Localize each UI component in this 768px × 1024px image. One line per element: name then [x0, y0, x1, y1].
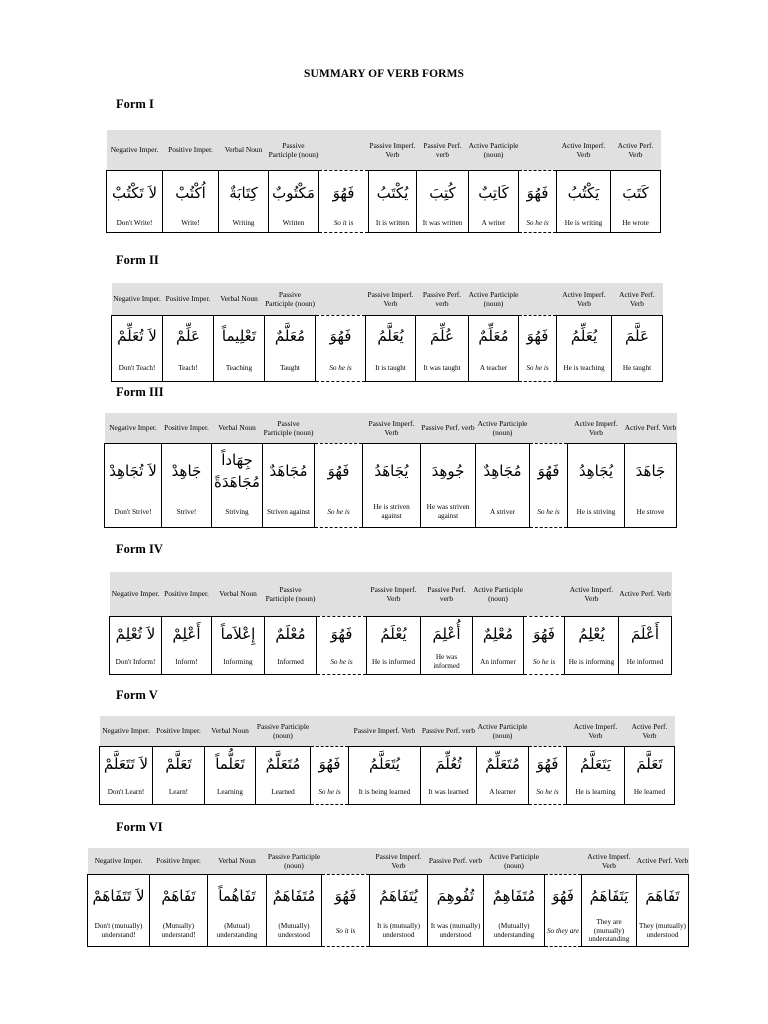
translation-cell: He was informed [421, 650, 473, 674]
arabic-verb-cell: كَتَبَ [611, 170, 661, 214]
translation-cell: So he is [311, 780, 349, 804]
column-header: Passive Participle (noun) [263, 413, 315, 443]
translation-cell: He is informing [565, 650, 619, 674]
ar-row [105, 443, 677, 497]
translation-cell: It was (mutually) understood [428, 916, 484, 946]
translation-cell: Don't Learn! [100, 780, 153, 804]
translation-cell: So he is [519, 214, 557, 232]
form-heading: Form I [116, 97, 154, 111]
column-header: Passive Perf. verb [421, 572, 473, 616]
arabic-verb-cell: يَتَفَاهَمُ [582, 874, 637, 916]
ar-row [88, 874, 689, 916]
translation-cell: A writer [469, 214, 519, 232]
translation-cell: It was taught [416, 355, 469, 381]
translation-cell: So he is [529, 780, 567, 804]
column-header: Passive Perf. verb [421, 413, 476, 443]
hdr-row [105, 413, 677, 443]
translation-cell: Teaching [214, 355, 265, 381]
column-header: Active Participle (noun) [477, 716, 529, 746]
verb-form-table [111, 283, 663, 382]
form-heading: Form II [116, 253, 159, 267]
column-header [317, 572, 367, 616]
arabic-verb-cell: كُتِبَ [417, 170, 469, 214]
arabic-verb-cell: مُعْلَمٌ [265, 616, 317, 650]
translation-cell: He is informed [367, 650, 421, 674]
arabic-verb-cell: تُعُلِّمَ [421, 746, 477, 780]
arabic-verb-cell: مُعَلَّمٌ [265, 315, 316, 355]
ar-row [110, 616, 672, 650]
arabic-verb-cell: يَكْتُبُ [557, 170, 611, 214]
arabic-verb-cell: مَكْتُوبٌ [269, 170, 319, 214]
translation-cell: He is striving [568, 497, 625, 527]
column-header: Active Participle (noun) [473, 572, 524, 616]
column-header: Active Perf. Verb [619, 572, 672, 616]
translation-cell: An informer [473, 650, 524, 674]
arabic-verb-cell: فَهُوَ [545, 874, 582, 916]
arabic-verb-cell: يُتَفَاهَمُ [370, 874, 428, 916]
arabic-verb-cell: فَهُوَ [315, 443, 363, 497]
arabic-verb-cell: مُعْلِمٌ [473, 616, 524, 650]
column-header: Passive Imperf. Verb [366, 283, 416, 315]
column-header: Active Perf. Verb [625, 716, 675, 746]
translation-cell: It is being learned [349, 780, 421, 804]
translation-cell: Inform! [162, 650, 212, 674]
arabic-verb-cell: يُعْلِمُ [565, 616, 619, 650]
arabic-verb-cell: تَفَاهُماً [208, 874, 267, 916]
hdr-row [100, 716, 675, 746]
translation-cell: Learning [205, 780, 256, 804]
column-header: Verbal Noun [212, 413, 263, 443]
column-header: Passive Participle (noun) [265, 283, 316, 315]
translation-cell: Learn! [153, 780, 205, 804]
translation-cell: He is teaching [557, 355, 612, 381]
arabic-verb-cell: عَلَّمَ [612, 315, 663, 355]
translation-cell: He is striven against [363, 497, 421, 527]
ar-row [100, 746, 675, 780]
translation-cell: Don't (mutually) understand! [88, 916, 150, 946]
column-header: Negative Imper. [100, 716, 153, 746]
column-header: Active Imperf. Verb [557, 130, 611, 170]
arabic-verb-cell: تُفُوهِمَ [428, 874, 484, 916]
verb-form-table [109, 572, 672, 675]
arabic-verb-cell: إِعْلاَماً [212, 616, 265, 650]
column-header [319, 130, 369, 170]
translation-cell: It is (mutually) understood [370, 916, 428, 946]
translation-cell: (Mutually) understanding [484, 916, 545, 946]
arabic-verb-cell: مُتَعَلِّمٌ [477, 746, 529, 780]
translation-cell: So it is [319, 214, 369, 232]
translation-cell: A striver [476, 497, 530, 527]
form-heading: Form VI [116, 820, 163, 834]
column-header: Passive Perf. verb [421, 716, 477, 746]
arabic-verb-cell: كَاتِبٌ [469, 170, 519, 214]
column-header: Active Participle (noun) [469, 283, 519, 315]
column-header: Active Imperf. Verb [567, 716, 625, 746]
column-header: Active Participle (noun) [469, 130, 519, 170]
form-heading: Form III [116, 385, 164, 399]
verb-form-table [104, 413, 677, 528]
translation-cell: (Mutually) understand! [150, 916, 208, 946]
arabic-verb-cell: فَهُوَ [322, 874, 370, 916]
column-header: Passive Perf. verb [416, 283, 469, 315]
arabic-verb-cell: أُعْلِمَ [421, 616, 473, 650]
column-header [322, 848, 370, 874]
arabic-verb-cell: جُوهِدَ [421, 443, 476, 497]
column-header: Active Imperf. Verb [565, 572, 619, 616]
document-title: SUMMARY OF VERB FORMS [303, 68, 465, 80]
column-header: Passive Participle (noun) [269, 130, 319, 170]
column-header: Negative Imper. [110, 572, 162, 616]
verb-form-table [106, 130, 661, 233]
translation-cell: He informed [619, 650, 672, 674]
translation-cell: So he is [316, 355, 366, 381]
arabic-verb-cell: فَهُوَ [529, 746, 567, 780]
translation-cell: He strove [625, 497, 677, 527]
arabic-verb-cell: لاَ تَكْتُبْ [107, 170, 163, 214]
arabic-verb-cell: أَعْلِمْ [162, 616, 212, 650]
translation-cell: Written [269, 214, 319, 232]
arabic-verb-cell: لاَ تُجَاهِدْ [105, 443, 162, 497]
column-header: Verbal Noun [214, 283, 265, 315]
form-heading: Form IV [116, 542, 163, 556]
hdr-row [110, 572, 672, 616]
column-header [545, 848, 582, 874]
column-header: Positive Imper. [162, 413, 212, 443]
arabic-verb-cell: فَهُوَ [519, 170, 557, 214]
arabic-verb-cell: جَاهَدَ [625, 443, 677, 497]
ar-row [107, 170, 661, 214]
arabic-verb-cell: يُعَلِّمُ [557, 315, 612, 355]
translation-cell: So he is [524, 650, 565, 674]
column-header: Negative Imper. [107, 130, 163, 170]
en-row [88, 916, 689, 946]
column-header: Positive Imper. [162, 572, 212, 616]
translation-cell: He learned [625, 780, 675, 804]
arabic-verb-cell: جَاهِدْ [162, 443, 212, 497]
arabic-verb-cell: مُتَعَلَّمٌ [256, 746, 311, 780]
translation-cell: Striving [212, 497, 263, 527]
column-header: Passive Imperf. Verb [349, 716, 421, 746]
translation-cell: So he is [519, 355, 557, 381]
arabic-verb-cell: مُجَاهَدٌ [263, 443, 315, 497]
arabic-verb-cell: فَهُوَ [317, 616, 367, 650]
column-header: Negative Imper. [105, 413, 162, 443]
column-header: Active Imperf. Verb [557, 283, 612, 315]
column-header: Active Perf. Verb [625, 413, 677, 443]
translation-cell: Strive! [162, 497, 212, 527]
column-header: Active Participle (noun) [484, 848, 545, 874]
arabic-verb-cell: فَهُوَ [316, 315, 366, 355]
column-header: Passive Imperf. Verb [367, 572, 421, 616]
column-header [315, 413, 363, 443]
arabic-verb-cell: تَعَلُّماً [205, 746, 256, 780]
column-header: Passive Imperf. Verb [363, 413, 421, 443]
column-header: Active Perf. Verb [612, 283, 663, 315]
arabic-verb-cell: كِتَابَةٌ [219, 170, 269, 214]
column-header: Verbal Noun [205, 716, 256, 746]
translation-cell: He was striven against [421, 497, 476, 527]
translation-cell: (Mutual) understanding [208, 916, 267, 946]
column-header: Positive Imper. [153, 716, 205, 746]
translation-cell: Don't Inform! [110, 650, 162, 674]
column-header [530, 413, 568, 443]
arabic-verb-cell: مُتَفَاهَمٌ [267, 874, 322, 916]
translation-cell: Writing [219, 214, 269, 232]
translation-cell: (Mutually) understood [267, 916, 322, 946]
translation-cell: Teach! [163, 355, 214, 381]
arabic-verb-cell: يُتَعَلَّمُ [349, 746, 421, 780]
translation-cell: He taught [612, 355, 663, 381]
column-header: Passive Imperf. Verb [370, 848, 428, 874]
column-header: Active Perf. Verb [637, 848, 689, 874]
arabic-verb-cell: يَتَعَلَّمُ [567, 746, 625, 780]
verb-form-table [99, 716, 675, 805]
arabic-verb-cell: لاَ تُعَلِّمْ [112, 315, 163, 355]
column-header: Positive Imper. [163, 130, 219, 170]
translation-cell: A teacher [469, 355, 519, 381]
en-row [107, 214, 661, 232]
arabic-verb-cell: يُعَلَّمُ [366, 315, 416, 355]
arabic-verb-cell: تَعْلِيماً [214, 315, 265, 355]
arabic-verb-cell: يُجَاهَدُ [363, 443, 421, 497]
arabic-verb-cell: فَهُوَ [530, 443, 568, 497]
translation-cell: Striven against [263, 497, 315, 527]
translation-cell: A learner [477, 780, 529, 804]
hdr-row [107, 130, 661, 170]
arabic-verb-cell: تَعَلَّمْ [153, 746, 205, 780]
arabic-verb-cell: فَهُوَ [311, 746, 349, 780]
column-header [316, 283, 366, 315]
arabic-verb-cell: مُعَلِّمٌ [469, 315, 519, 355]
verb-form-table [87, 848, 689, 947]
arabic-verb-cell: فَهُوَ [524, 616, 565, 650]
arabic-verb-cell: جِهَاداً مُجَاهَدَةً [212, 443, 263, 497]
column-header [519, 283, 557, 315]
en-row [100, 780, 675, 804]
arabic-verb-cell: عُلِّمَ [416, 315, 469, 355]
column-header: Passive Perf. verb [417, 130, 469, 170]
translation-cell: He is learning [567, 780, 625, 804]
translation-cell: Don't Write! [107, 214, 163, 232]
translation-cell: Informed [265, 650, 317, 674]
arabic-verb-cell: يُجَاهِدُ [568, 443, 625, 497]
column-header: Verbal Noun [219, 130, 269, 170]
column-header: Passive Participle (noun) [265, 572, 317, 616]
arabic-verb-cell: مُجَاهِدٌ [476, 443, 530, 497]
translation-cell: They (mutually) understood [637, 916, 689, 946]
hdr-row [88, 848, 689, 874]
column-header [529, 716, 567, 746]
translation-cell: It was learned [421, 780, 477, 804]
ar-row [112, 315, 663, 355]
translation-cell: It is taught [366, 355, 416, 381]
translation-cell: So he is [530, 497, 568, 527]
arabic-verb-cell: تَفَاهَمْ [150, 874, 208, 916]
column-header [519, 130, 557, 170]
column-header: Active Imperf. Verb [582, 848, 637, 874]
arabic-verb-cell: أَعْلَمَ [619, 616, 672, 650]
arabic-verb-cell: يُكْتَبُ [369, 170, 417, 214]
arabic-verb-cell: لاَ تَتَفَاهَمْ [88, 874, 150, 916]
translation-cell: They are (mutually) understanding [582, 916, 637, 946]
translation-cell: So they are [545, 916, 582, 946]
translation-cell: Taught [265, 355, 316, 381]
en-row [105, 497, 677, 527]
arabic-verb-cell: لاَ تَتَعَلَّمْ [100, 746, 153, 780]
arabic-verb-cell: اُكْتُبْ [163, 170, 219, 214]
translation-cell: Don't Teach! [112, 355, 163, 381]
en-row [110, 650, 672, 674]
arabic-verb-cell: لاَ تُعْلِمْ [110, 616, 162, 650]
arabic-verb-cell: تَعَلَّمَ [625, 746, 675, 780]
column-header: Active Imperf. Verb [568, 413, 625, 443]
translation-cell: Informing [212, 650, 265, 674]
hdr-row [112, 283, 663, 315]
column-header: Passive Participle (noun) [267, 848, 322, 874]
arabic-verb-cell: مُتَفَاهِمٌ [484, 874, 545, 916]
translation-cell: He is writing [557, 214, 611, 232]
translation-cell: It is written [369, 214, 417, 232]
translation-cell: He wrote [611, 214, 661, 232]
translation-cell: So it is [322, 916, 370, 946]
arabic-verb-cell: فَهُوَ [319, 170, 369, 214]
arabic-verb-cell: يُعْلَمُ [367, 616, 421, 650]
column-header: Negative Imper. [112, 283, 163, 315]
column-header: Positive Imper. [163, 283, 214, 315]
column-header: Negative Imper. [88, 848, 150, 874]
arabic-verb-cell: عَلِّمْ [163, 315, 214, 355]
form-heading: Form V [116, 688, 158, 702]
translation-cell: So he is [315, 497, 363, 527]
translation-cell: Learned [256, 780, 311, 804]
column-header [311, 716, 349, 746]
column-header: Verbal Noun [212, 572, 265, 616]
column-header: Positive Imper. [150, 848, 208, 874]
column-header: Active Participle (noun) [476, 413, 530, 443]
translation-cell: It was written [417, 214, 469, 232]
column-header: Active Perf. Verb [611, 130, 661, 170]
column-header [524, 572, 565, 616]
column-header: Verbal Noun [208, 848, 267, 874]
column-header: Passive Perf. verb [428, 848, 484, 874]
arabic-verb-cell: تَفَاهَمَ [637, 874, 689, 916]
en-row [112, 355, 663, 381]
column-header: Passive Participle (noun) [256, 716, 311, 746]
column-header: Passive Imperf. Verb [369, 130, 417, 170]
translation-cell: Write! [163, 214, 219, 232]
translation-cell: Don't Strive! [105, 497, 162, 527]
arabic-verb-cell: فَهُوَ [519, 315, 557, 355]
translation-cell: So he is [317, 650, 367, 674]
